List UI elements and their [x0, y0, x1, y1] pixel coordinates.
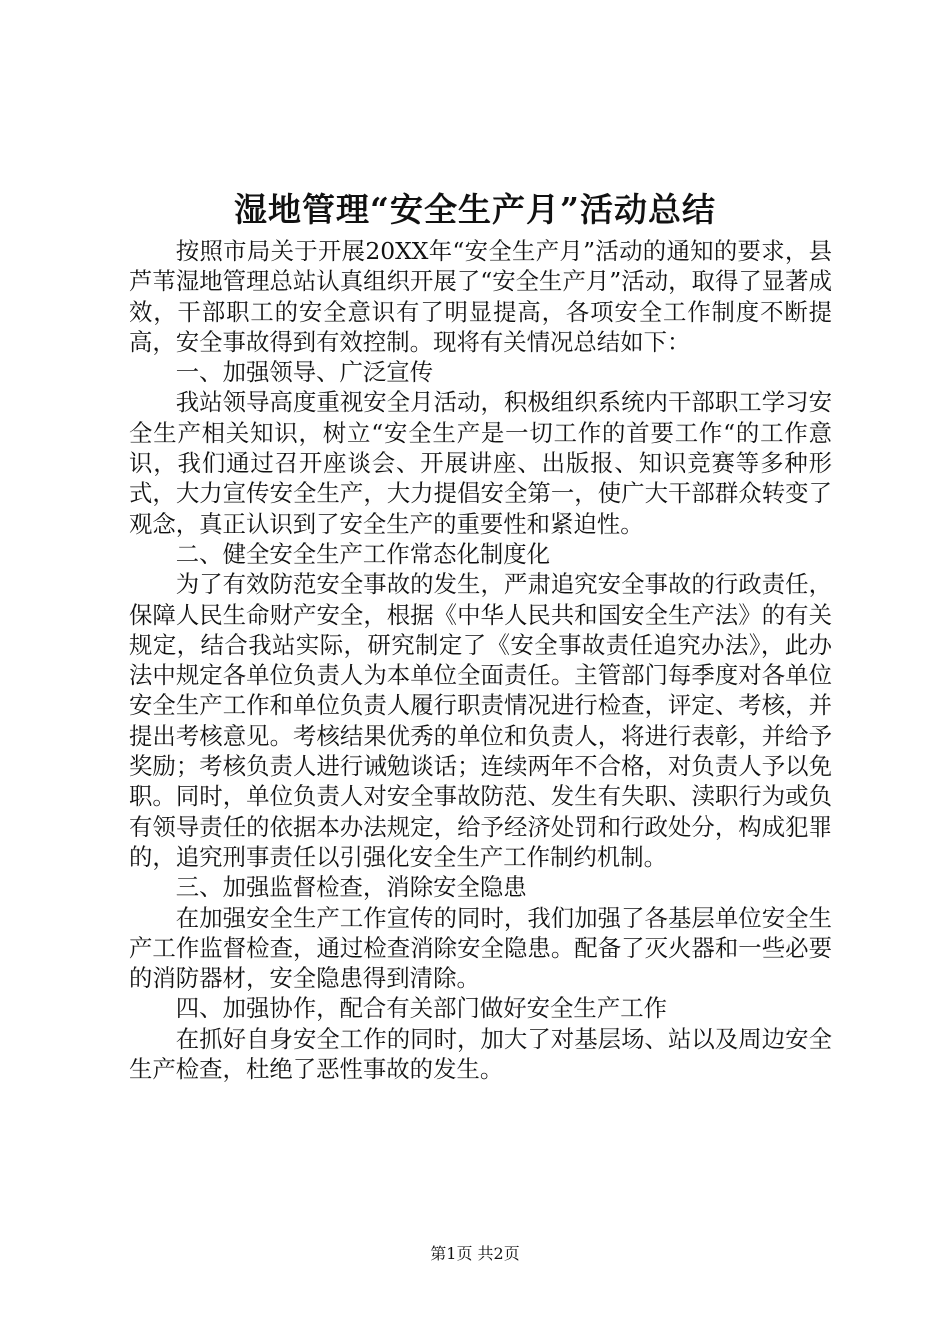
section-paragraph-1: 我站领导高度重视安全月活动，积极组织系统内干部职工学习安全生产相关知识，树立“安全生产是一切工作的首要工作“的工作意识，我们通过召开座谈会、开展讲座、出版报、知识竞赛等多种形式，大力宣传安全生产，大力提倡安全第一，使广大干部群众转变了观念，真正认识到了安全生产的重要性和紧迫性。	[129, 388, 832, 538]
intro-paragraph: 按照市局关于开展20XX年“安全生产月”活动的通知的要求，县芦苇湿地管理总站认真组织开展了“安全生产月”活动，取得了显著成效，干部职工的安全意识有了明显提高，各项安全工作制度不断提高，安全事故得到有效控制。现将有关情况总结如下：	[129, 237, 832, 356]
section-heading-1: 一、加强领导、广泛宣传	[175, 358, 434, 387]
section-paragraph-3: 在加强安全生产工作宣传的同时，我们加强了各基层单位安全生产工作监督检查，通过检查消除安全隐患。配备了灭火器和一些必要的消防器材，安全隐患得到清除。	[129, 903, 832, 993]
document-title: 湿地管理“安全生产月”活动总结	[234, 190, 716, 229]
section-heading-2: 二、健全安全生产工作常态化制度化	[175, 539, 551, 568]
document-body	[129, 236, 832, 1084]
section-heading-4: 四、加强协作，配合有关部门做好安全生产工作	[175, 994, 667, 1023]
section-heading-3: 三、加强监督检查，消除安全隐患	[175, 873, 527, 902]
section-paragraph-4: 在抓好自身安全工作的同时，加大了对基层场、站以及周边安全生产检查，杜绝了恶性事故的发生。	[129, 1024, 832, 1084]
section-paragraph-2: 为了有效防范安全事故的发生，严肃追究安全事故的行政责任，保障人民生命财产安全，根据《中华人民共和国安全生产法》的有关规定，结合我站实际，研究制定了《安全事故责任追究办法》，此办法中规定各单位负责人为本单位全面责任。主管部门每季度对各单位安全生产工作和单位负责人履行职责情况进行检查，评定、考核，并提出考核意见。考核结果优秀的单位和负责人，将进行表彰，并给予奖励；考核负责人进行诫勉谈话；连续两年不合格，对负责人予以免职。同时，单位负责人对安全事故防范、发生有失职、渎职行为或负有领导责任的依据本办法规定，给予经济处罚和行政处分，构成犯罪的，追究刑事责任以引强化安全生产工作制约机制。	[129, 570, 832, 871]
page-number: 第1页 共2页	[430, 1244, 520, 1263]
